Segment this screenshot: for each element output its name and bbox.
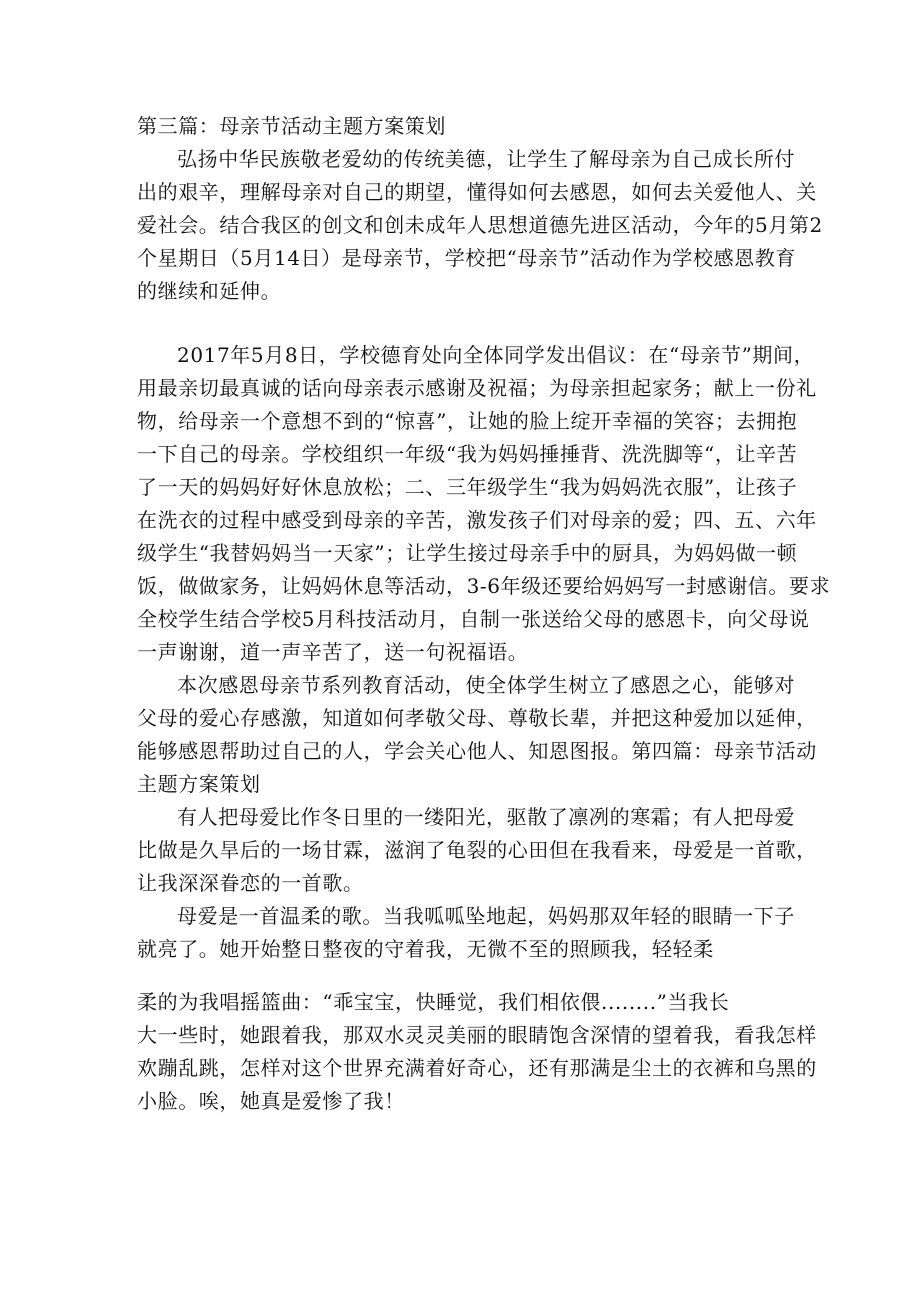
text-line: 的继续和延伸。 (137, 279, 282, 303)
text-line: 物，给母亲一个意想不到的“惊喜”，让她的脸上绽开幸福的笑容；去拥抱 (137, 409, 798, 433)
text-line: 饭，做做家务，让妈妈休息等活动，3-6年级还要给妈妈写一封感谢信。要求 (137, 574, 831, 598)
section-title: 第三篇：母亲节活动主题方案策划 (137, 114, 446, 138)
text-line: 全校学生结合学校5月科技活动月，自制一张送给父母的感恩卡，向父母说 (137, 607, 810, 631)
text-line: 爱社会。结合我区的创文和创未成年人思想道德先进区活动，今年的5月第2 (137, 213, 823, 237)
text-line: 父母的爱心存感激，知道如何孝敬父母、尊敬长辈，并把这种爱加以延伸， (137, 706, 817, 730)
text-line: 主题方案策划 (137, 772, 261, 796)
text-line: 一声谢谢，道一声辛苦了，送一句祝福语。 (137, 640, 529, 664)
document-body (137, 110, 831, 1118)
text-line: 弘扬中华民族敬老爱幼的传统美德，让学生了解母亲为自己成长所付 (177, 147, 795, 171)
text-line: 大一些时，她跟着我，那双水灵灵美丽的眼睛饱含深情的望着我，看我怎样 (137, 1023, 817, 1047)
text-line: 了一天的妈妈好好休息放松；二、三年级学生“我为妈妈洗衣服”，让孩子 (137, 475, 798, 499)
text-line: 级学生“我替妈妈当一天家”；让学生接过母亲手中的厨具，为妈妈做一顿 (137, 541, 798, 565)
text-line: 一下自己的母亲。学校组织一年级“我为妈妈捶捶背、洗洗脚等“，让辛苦 (137, 442, 798, 466)
text-line: 本次感恩母亲节系列教育活动，使全体学生树立了感恩之心，能够对 (177, 673, 795, 697)
text-line: 在洗衣的过程中感受到母亲的辛苦，激发孩子们对母亲的爱；四、五、六年 (137, 508, 817, 532)
text-line: 欢蹦乱跳，怎样对这个世界充满着好奇心，还有那满是尘土的衣裤和乌黑的 (137, 1056, 817, 1080)
text-line: 就亮了。她开始整日整夜的守着我，无微不至的照顾我，轻轻柔 (137, 937, 714, 961)
text-line: 个星期日（5月14日）是母亲节，学校把“母亲节”活动作为学校感恩教育 (137, 246, 797, 270)
text-line: 柔的为我唱摇篮曲：“乖宝宝，快睡觉，我们相依偎........”当我长 (137, 990, 730, 1014)
text-line: 母爱是一首温柔的歌。当我呱呱坠地起，妈妈那双年轻的眼睛一下子 (177, 904, 795, 928)
text-line: 2017年5月8日，学校德育处向全体同学发出倡议：在“母亲节”期间， (177, 343, 815, 367)
text-line: 出的艰辛，理解母亲对自己的期望，懂得如何去感恩，如何去关爱他人、关 (137, 180, 817, 204)
text-line: 用最亲切最真诚的话向母亲表示感谢及祝福；为母亲担起家务；献上一份礼 (137, 376, 817, 400)
text-line: 让我深深眷恋的一首歌。 (137, 871, 364, 895)
text-line: 小脸。唉，她真是爱惨了我！ (137, 1089, 405, 1113)
text-line: 有人把母爱比作冬日里的一缕阳光，驱散了凛冽的寒霜；有人把母爱 (177, 805, 795, 829)
text-line: 比做是久旱后的一场甘霖，滋润了龟裂的心田但在我看来，母爱是一首歌， (137, 838, 817, 862)
text-line: 能够感恩帮助过自己的人，学会关心他人、知恩图报。第四篇：母亲节活动 (137, 739, 817, 763)
